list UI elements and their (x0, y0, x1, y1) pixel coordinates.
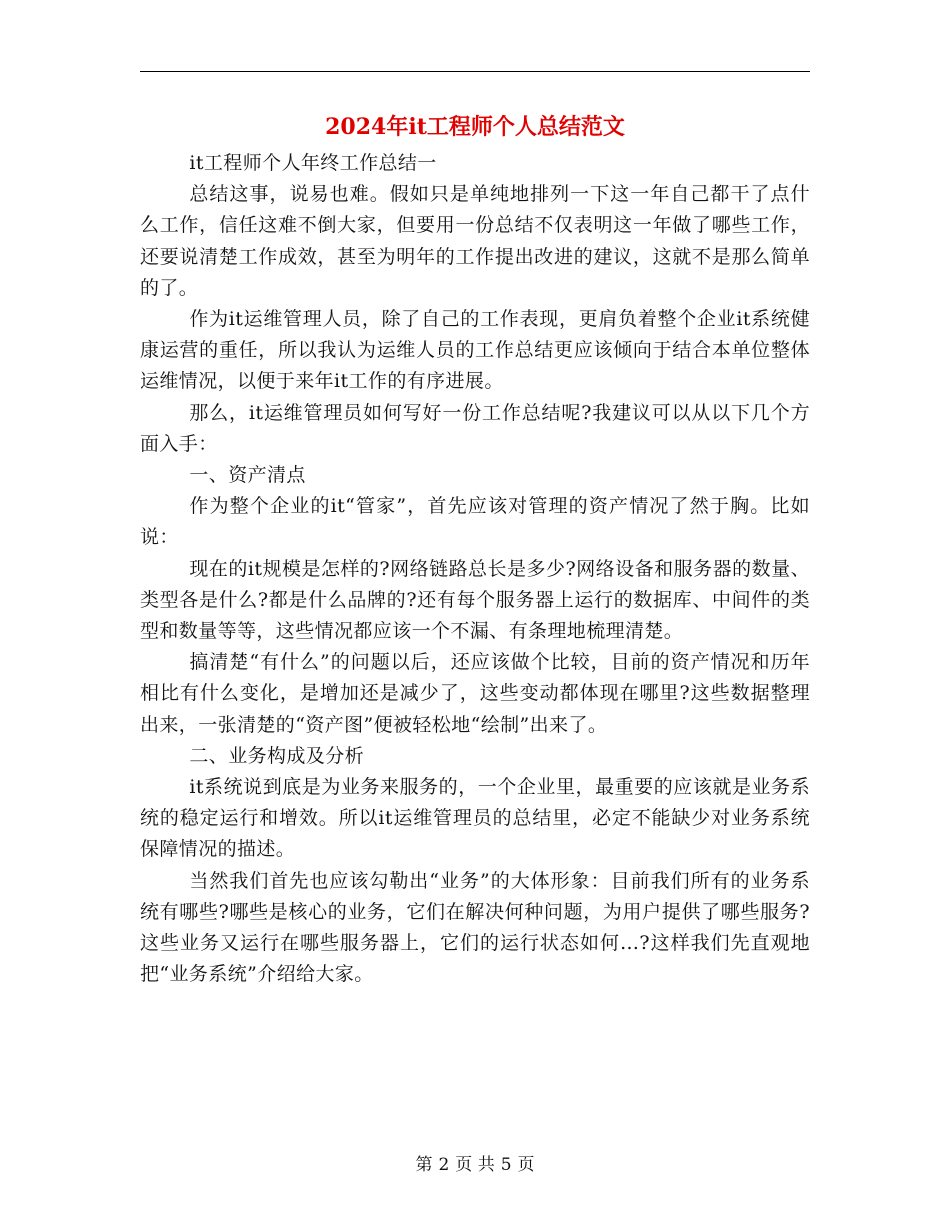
current-page-number: 2 (438, 1155, 450, 1175)
paragraph: 当然我们首先也应该勾勒出“业务”的大体形象：目前我们所有的业务系统有哪些?哪些是核心的业务，它们在解决何种问题，为用户提供了哪些服务?这些业务又运行在哪些服务器上，它们的运行状态如何…?这样我们先直观地把“业务系统”介绍给大家。 (140, 869, 810, 986)
section-heading-assets: 一、资产清点 (189, 464, 306, 487)
total-pages-number: 5 (500, 1155, 512, 1175)
paragraph: 总结这事，说易也难。假如只是单纯地排列一下这一年自己都干了点什么工作，信任这难不倒大家，但要用一份总结不仅表明这一年做了哪些工作，还要说清楚工作成效，甚至为明年的工作提出改进的建议，这就不是那么简单的了。 (140, 183, 810, 299)
footer-suffix: 页 (517, 1155, 535, 1175)
document-body (140, 148, 810, 990)
document-title: 2024年it工程师个人总结范文 (325, 114, 625, 140)
paragraph: 现在的it规模是怎样的?网络链路总长是多少?网络设备和服务器的数量、类型各是什么?都是什么品牌的?还有每个服务器上运行的数据库、中间件的类型和数量等等，这些情况都应该一个不漏、有条理地梳理清楚。 (140, 557, 810, 643)
paragraph: 作为整个企业的it“管家”，首先应该对管理的资产情况了然于胸。比如说： (140, 495, 810, 549)
footer-prefix: 第 (415, 1155, 433, 1175)
paragraph: it系统说到底是为业务来服务的，一个企业里，最重要的应该就是业务系统的稳定运行和增效。所以it运维管理员的总结里，必定不能缺少对业务系统保障情况的描述。 (140, 776, 810, 861)
paragraph: 搞清楚“有什么”的问题以后，还应该做个比较，目前的资产情况和历年相比有什么变化，是增加还是减少了，这些变动都体现在哪里?这些数据整理出来，一张清楚的“资产图”便被轻松地“绘制”出来了。 (140, 651, 810, 736)
section-heading-business: 二、业务构成及分析 (189, 744, 364, 767)
paragraph: 那么，it运维管理员如何写好一份工作总结呢?我建议可以从以下几个方面入手： (140, 401, 810, 455)
paragraph-subtitle: it工程师个人年终工作总结一 (189, 152, 437, 174)
page-footer (140, 1153, 810, 1177)
paragraph: 作为it运维管理人员，除了自己的工作表现，更肩负着整个企业it系统健康运营的重任，所以我认为运维人员的工作总结更应该倾向于结合本单位整体运维情况，以便于来年it工作的有序进展。 (140, 308, 810, 393)
header-rule (140, 71, 810, 72)
footer-mid: 页 共 (455, 1155, 495, 1175)
